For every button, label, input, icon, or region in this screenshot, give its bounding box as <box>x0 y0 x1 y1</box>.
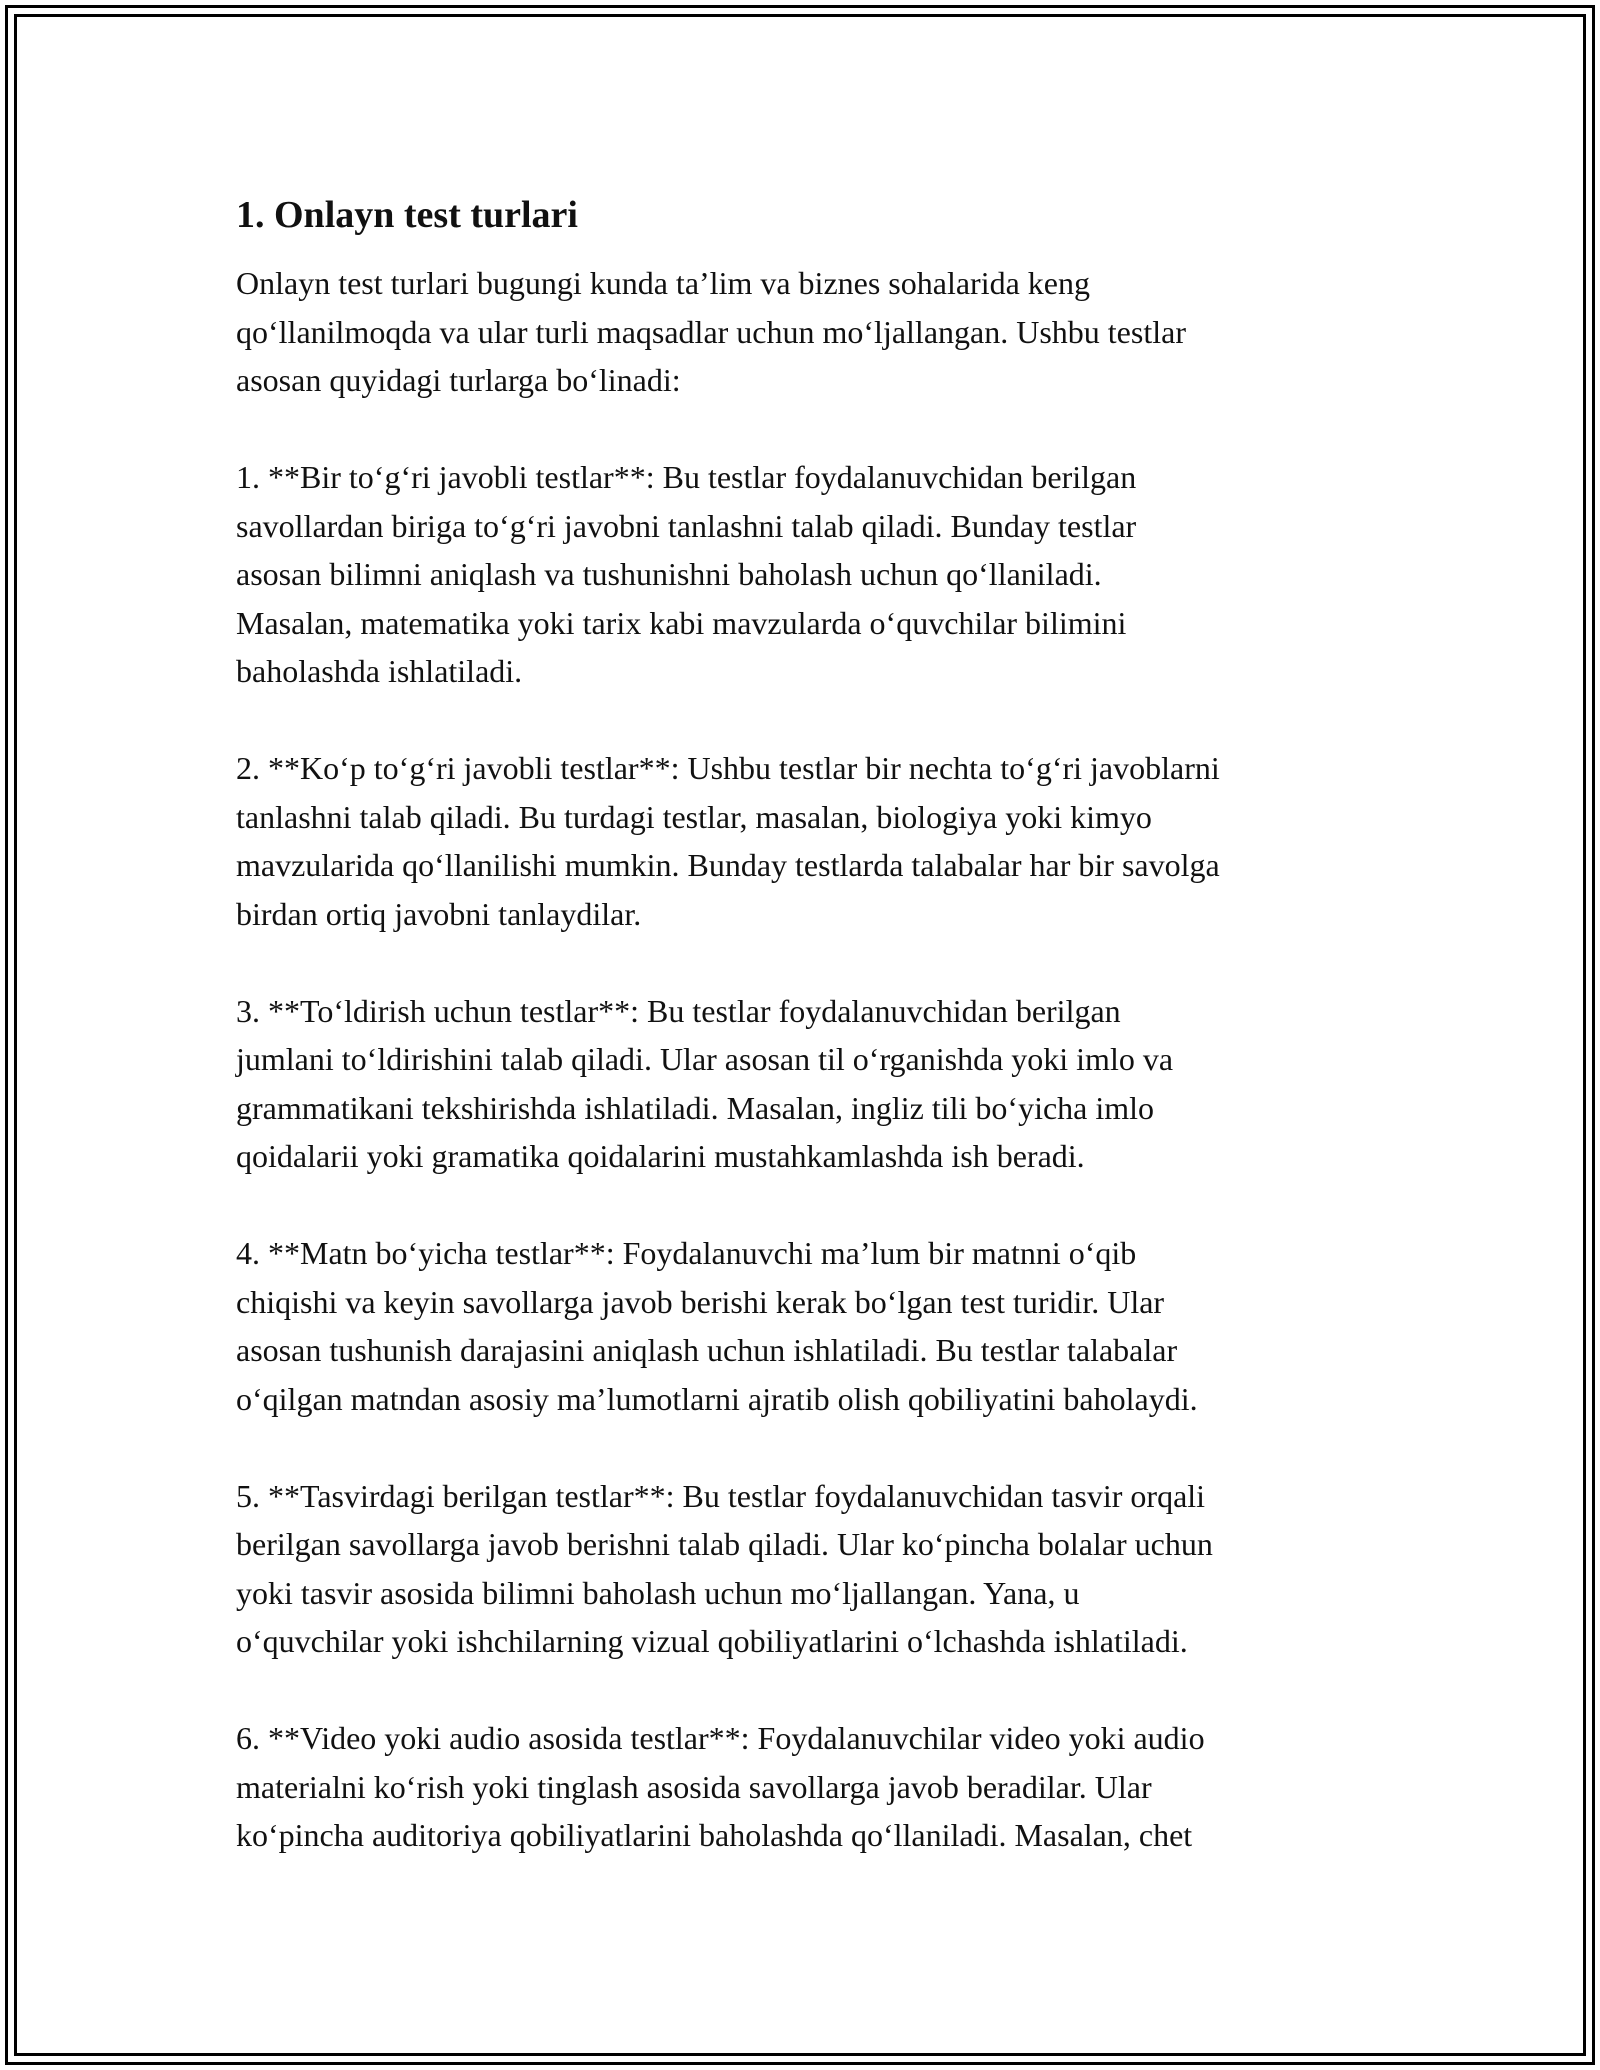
text-line: o‘qilgan matndan asosiy ma’lumotlarni ajratib olish qobiliyatini baholaydi. <box>236 1380 1198 1417</box>
text-line: baholashda ishlatiladi. <box>236 653 523 689</box>
text-line: yoki tasvir asosida bilimni baholash uchun mo‘ljallangan. Yana, u <box>236 1574 1080 1611</box>
text-line: 3. **To‘ldirish uchun testlar**: Bu testlar foydalanuvchidan berilgan <box>236 992 1121 1029</box>
text-line: ko‘pincha auditoriya qobiliyatlarini baholashda qo‘llaniladi. Masalan, chet <box>236 1817 1193 1853</box>
text-line: 2. **Ko‘p to‘g‘ri javobli testlar**: Ushbu testlar bir nechta to‘g‘ri javoblarni <box>236 750 1220 786</box>
text-line: savollardan biriga to‘g‘ri javobni tanlashni talab qiladi. Bunday testlar <box>236 507 1137 544</box>
text-line: mavzularida qo‘llanilishi mumkin. Bunday testlarda talabalar har bir savolga <box>236 847 1220 883</box>
section-heading: 1. Onlayn test turlari <box>236 194 578 236</box>
paragraph-item-4 <box>236 1229 1376 1423</box>
text-line: birdan ortiq javobni tanlaydilar. <box>236 895 642 932</box>
text-line: 6. **Video yoki audio asosida testlar**: Foydalanuvchilar video yoki audio <box>236 1720 1205 1756</box>
paragraph-item-1 <box>236 453 1376 696</box>
paragraph-item-6 <box>236 1714 1376 1860</box>
text-line: asosan bilimni aniqlash va tushunishni baholash uchun qo‘llaniladi. <box>236 556 1102 592</box>
text-line: Masalan, matematika yoki tarix kabi mavzularda o‘quvchilar bilimini <box>236 604 1127 641</box>
text-line: tanlashni talab qiladi. Bu turdagi testlar, masalan, biologiya yoki kimyo <box>236 798 1152 835</box>
text-line: grammatikani tekshirishda ishlatiladi. Masalan, ingliz tili bo‘yicha imlo <box>236 1089 1155 1126</box>
text-line: 1. **Bir to‘g‘ri javobli testlar**: Bu testlar foydalanuvchidan berilgan <box>236 459 1137 495</box>
text-line: jumlani to‘ldirishini talab qiladi. Ular asosan til o‘rganishda yoki imlo va <box>236 1041 1174 1077</box>
text-line: qoidalarii yoki gramatika qoidalarini mustahkamlashda ish beradi. <box>236 1138 1085 1174</box>
text-line: o‘quvchilar yoki ishchilarning vizual qobiliyatlarini o‘lchashda ishlatiladi. <box>236 1623 1188 1659</box>
text-line: materialni ko‘rish yoki tinglash asosida savollarga javob beradilar. Ular <box>236 1768 1152 1805</box>
paragraph-intro <box>236 259 1376 405</box>
paragraph-item-3 <box>236 987 1376 1181</box>
text-line: asosan tushunish darajasini aniqlash uchun ishlatiladi. Bu testlar talabalar <box>236 1332 1178 1368</box>
text-line: 4. **Matn bo‘yicha testlar**: Foydalanuvchi ma’lum bir matnni o‘qib <box>236 1235 1137 1271</box>
text-line: Onlayn test turlari bugungi kunda ta’lim va biznes sohalarida keng <box>236 265 1090 301</box>
text-line: asosan quyidagi turlarga bo‘linadi: <box>236 362 681 398</box>
text-line: qo‘llanilmoqda va ular turli maqsadlar uchun mo‘ljallangan. Ushbu testlar <box>236 313 1186 350</box>
document-body <box>236 187 1376 1908</box>
paragraph-item-2 <box>236 744 1376 938</box>
paragraph-item-5 <box>236 1472 1376 1666</box>
text-line: berilgan savollarga javob berishni talab qiladi. Ular ko‘pincha bolalar uchun <box>236 1526 1213 1562</box>
text-line: 5. **Tasvirdagi berilgan testlar**: Bu testlar foydalanuvchidan tasvir orqali <box>236 1477 1206 1514</box>
text-line: chiqishi va keyin savollarga javob berishi kerak bo‘lgan test turidir. Ular <box>236 1283 1165 1320</box>
